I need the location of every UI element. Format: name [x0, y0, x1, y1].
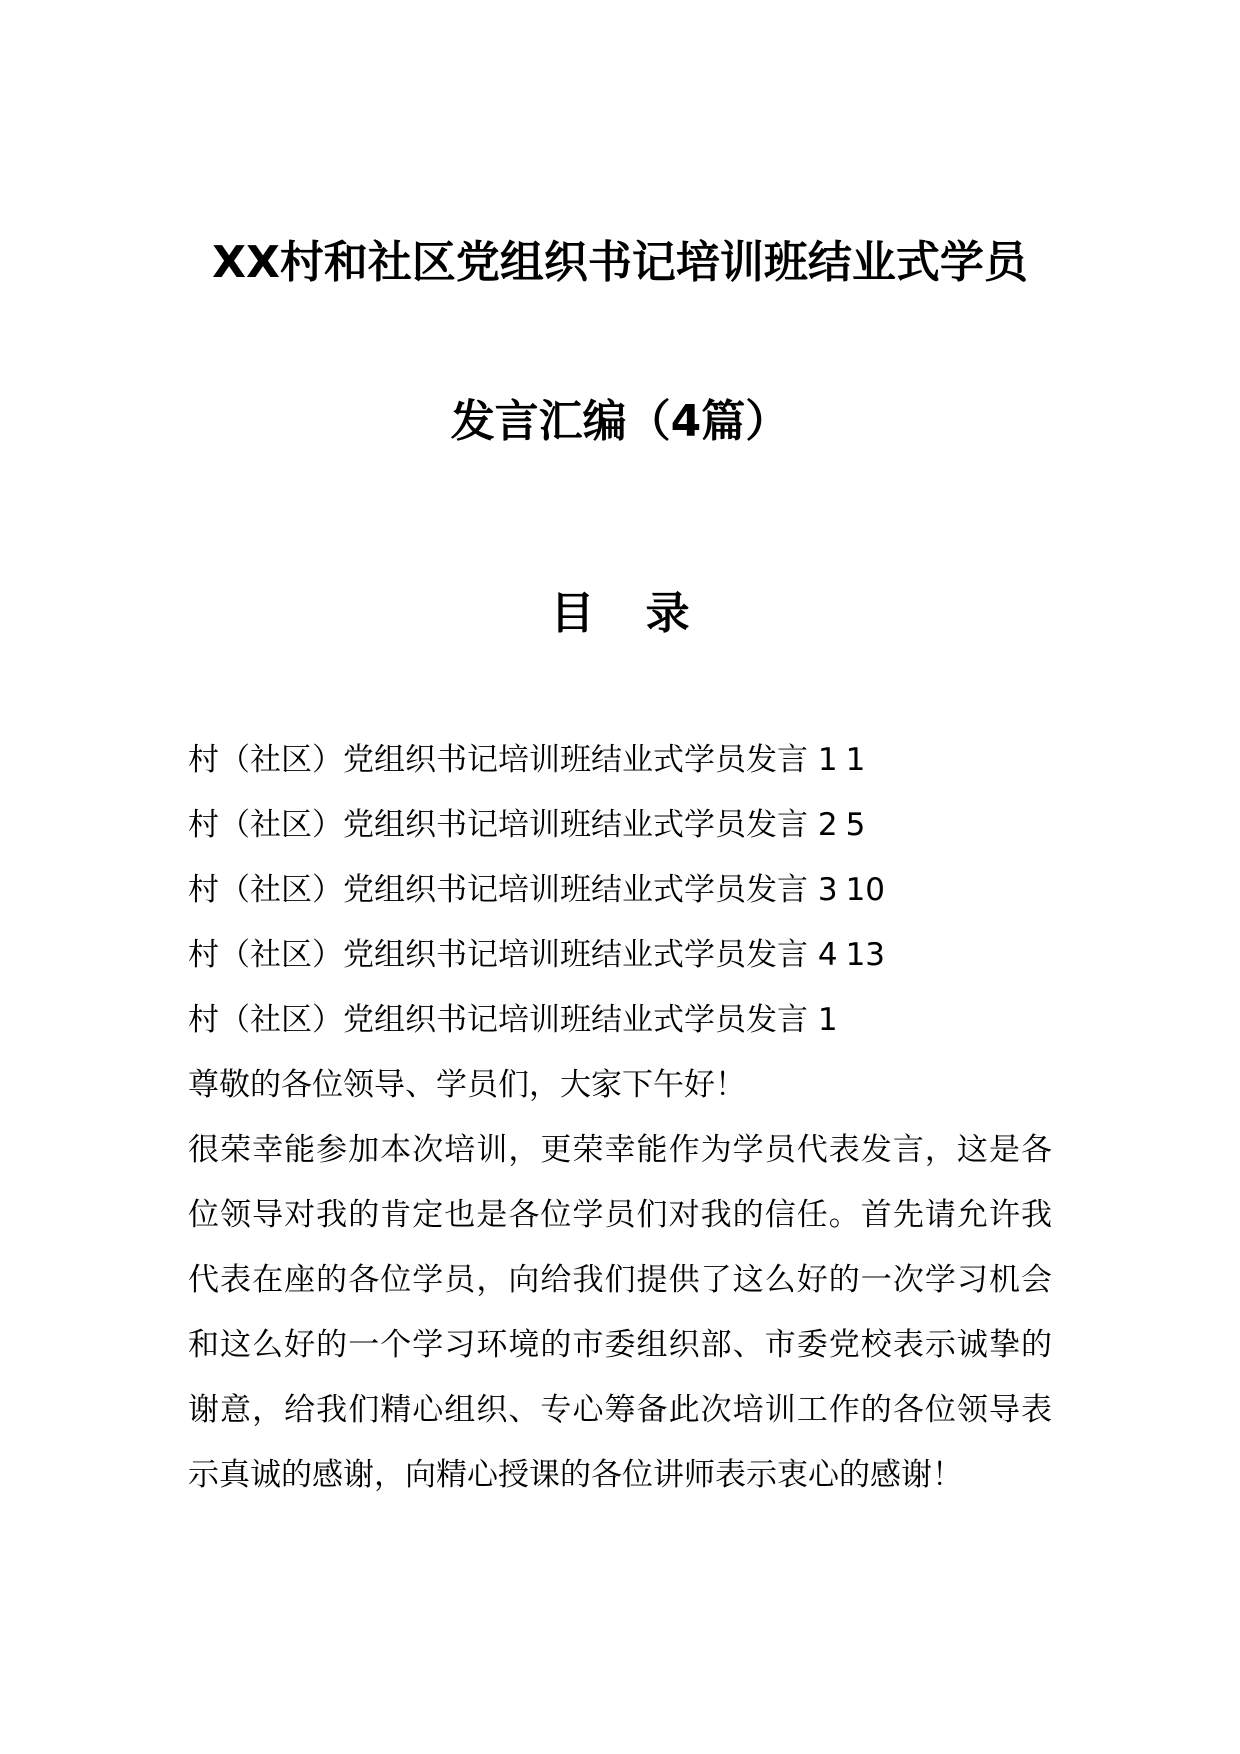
- speech-paragraph: 很荣幸能参加本次培训，更荣幸能作为学员代表发言，这是各位领导对我的肯定也是各位学员们对我的信任。首先请允许我代表在座的各位学员，向给我们提供了这么好的一次学习机会和这么好的一个学习环境的市委组织部、市委党校表示诚挚的谢意，给我们精心组织、专心筹备此次培训工作的各位领导表示真诚的感谢，向精心授课的各位讲师表示衷心的感谢！: [188, 1132, 1052, 1493]
- document-content: [188, 728, 1052, 1508]
- toc-item-label: 村（社区）党组织书记培训班结业式学员发言 4: [188, 937, 838, 973]
- toc-item-label: 村（社区）党组织书记培训班结业式学员发言 1: [188, 742, 838, 778]
- toc-item-label: 村（社区）党组织书记培训班结业式学员发言 2: [188, 807, 838, 843]
- toc-item-page-number: 5: [845, 807, 866, 843]
- speech-greeting: 尊敬的各位领导、学员们，大家下午好！: [188, 1067, 746, 1103]
- toc-item-page-number: 10: [845, 872, 886, 908]
- toc-heading: 目 录: [550, 587, 708, 639]
- section-title: 村（社区）党组织书记培训班结业式学员发言 1: [188, 1002, 838, 1038]
- toc-item[interactable]: [188, 793, 1052, 858]
- document-title-line-2: 发言汇编（4篇）: [450, 396, 790, 448]
- document-title-line-1: XX村和社区党组织书记培训班结业式学员: [212, 237, 1028, 289]
- toc-item-page-number: 13: [845, 937, 886, 973]
- toc-item-page-number: 1: [845, 742, 866, 778]
- table-of-contents: [188, 728, 1052, 988]
- toc-item-label: 村（社区）党组织书记培训班结业式学员发言 3: [188, 872, 838, 908]
- toc-item[interactable]: [188, 728, 1052, 793]
- toc-item[interactable]: [188, 923, 1052, 988]
- toc-item[interactable]: [188, 858, 1052, 923]
